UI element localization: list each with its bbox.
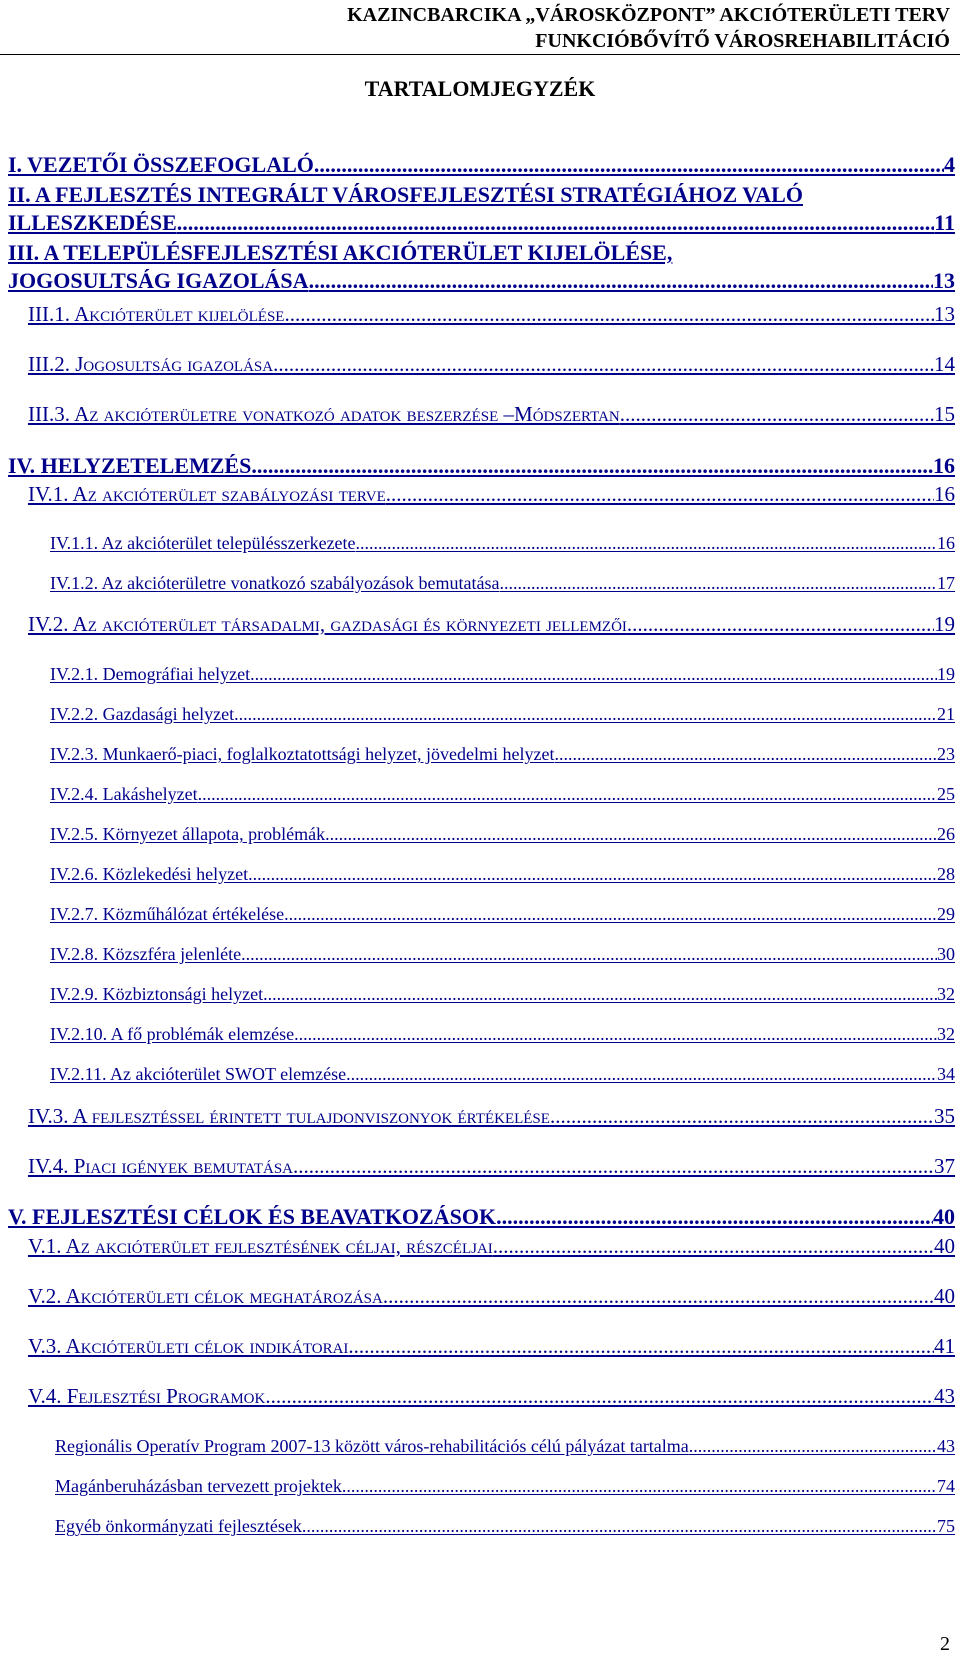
toc-entry-text: IV.2.2. Gazdasági helyzet [50,704,235,724]
toc-entry-page: 14 [934,352,955,376]
toc-entry[interactable] [50,944,955,965]
toc-entry-page: 21 [937,704,955,724]
toc-entry-page: 16 [934,482,955,506]
toc-entry-page: 34 [937,1064,955,1084]
toc-entry-page: 35 [934,1104,955,1128]
toc-entry[interactable] [50,1436,955,1457]
header-title-line2: FUNKCIÓBŐVÍTŐ VÁROSREHABILITÁCIÓ [535,30,950,52]
toc-entry-text: V. FEJLESZTÉSI CÉLOK ÉS BEAVATKOZÁSOK [8,1204,497,1229]
toc-entry-text: JOGOSULTSÁG IGAZOLÁSA [8,268,309,293]
page-number: 2 [940,1633,950,1655]
toc-entry[interactable] [28,1104,955,1129]
toc-entry-page: 25 [937,784,955,804]
toc-entry-page: 43 [937,1436,955,1456]
toc-entry-text: IV.2.3. Munkaerő-piaci, foglalkoztatottsági helyzet, jövedelmi helyzet [50,744,555,764]
toc-entry[interactable] [50,573,955,594]
toc-entry-page: 16 [937,533,955,553]
toc-entry-page: 26 [937,824,955,844]
toc-entry[interactable] [50,1024,955,1045]
toc-entry[interactable] [28,1284,955,1309]
toc-entry-text: V.3. Akcióterületi célok indikátorai [28,1334,349,1358]
toc-entry-text: IV.2.1. Demográfiai helyzet [50,664,251,684]
toc-entry-text: Regionális Operatív Program 2007-13 között város-rehabilitációs célú pályázat tartalma [55,1436,689,1456]
toc-entry[interactable] [50,984,955,1005]
toc-entry-text: IV.1.2. Az akcióterületre vonatkozó szabályozások bemutatása [50,573,500,593]
toc-entry-text: IV.4. Piaci igények bemutatása [28,1154,293,1178]
toc-entry-text: IV.2.8. Közszféra jelenléte [50,944,242,964]
toc-entry[interactable] [50,704,955,725]
toc-entry[interactable] [50,744,955,765]
toc-entry-page: 4 [944,152,955,177]
toc-entry-text: IV.2.4. Lakáshelyzet [50,784,198,804]
toc-title: TARTALOMJEGYZÉK [364,76,596,101]
toc-entry[interactable] [8,268,955,294]
toc-entry-text: IV.2.9. Közbiztonsági helyzet [50,984,264,1004]
toc-entry[interactable] [28,1154,955,1179]
toc-entry-page: 29 [937,904,955,924]
toc-entry[interactable] [50,664,955,685]
toc-entry[interactable] [50,784,955,805]
toc-entry[interactable] [28,1384,955,1409]
toc-entry-text: ILLESZKEDÉSE [8,210,177,235]
toc-entry-page: 19 [937,664,955,684]
toc-entry-page: 23 [937,744,955,764]
document-header [10,2,950,54]
toc-entry-line[interactable] [8,240,672,266]
toc-entry-text: IV.2.6. Közlekedési helyzet [50,864,249,884]
toc-entry[interactable] [8,453,955,479]
toc-entry[interactable] [28,1234,955,1259]
toc-entry[interactable] [50,1476,955,1497]
header-divider [0,54,960,55]
toc-entry-text: IV.1.1. Az akcióterület településszerkezete [50,533,356,553]
toc-entry-text: III.2. Jogosultság igazolása [28,352,274,376]
toc-entry-page: 40 [934,1234,955,1258]
toc-entry-text: II. A FEJLESZTÉS INTEGRÁLT VÁROSFEJLESZTÉSI STRATÉGIÁHOZ VALÓ [8,182,803,207]
toc-entry-page: 40 [934,1284,955,1308]
toc-entry-text: IV.2.10. A fő problémák elemzése [50,1024,295,1044]
toc-entry[interactable] [28,302,955,327]
toc-entry[interactable] [50,1516,955,1537]
toc-entry-page: 28 [937,864,955,884]
toc-entry-page: 37 [934,1154,955,1178]
toc-entry[interactable] [28,352,955,377]
toc-entry-page: 32 [937,1024,955,1044]
toc-entry-page: 40 [933,1204,955,1229]
toc-entry-text: V.2. Akcióterületi célok meghatározása [28,1284,383,1308]
toc-entry-page: 19 [934,612,955,636]
toc-entry-text: IV.3. A fejlesztéssel érintett tulajdonviszonyok értékelése [28,1104,550,1128]
toc-entry-text: IV.1. Az akcióterület szabályozási terve [28,482,386,506]
toc-entry[interactable] [50,1064,955,1085]
toc-entry-text: III.3. Az akcióterületre vonatkozó adatok beszerzése –Módszertan [28,402,620,426]
toc-entry-page: 43 [934,1384,955,1408]
toc-entry-page: 16 [933,453,955,478]
toc-entry-text: IV. HELYZETELEMZÉS [8,453,252,478]
toc-entry-page: 13 [933,268,955,293]
toc-entry[interactable] [50,533,955,554]
toc-entry-page: 75 [937,1516,955,1536]
toc-entry[interactable] [50,904,955,925]
toc-entry-text: Egyéb önkormányzati fejlesztések [55,1516,302,1536]
toc-entry[interactable] [28,1334,955,1359]
toc-entry-page: 41 [934,1334,955,1358]
toc-entry-text: IV.2. Az akcióterület társadalmi, gazdasági és környezeti jellemzői [28,612,627,636]
toc-entry-text: IV.2.7. Közműhálózat értékelése [50,904,285,924]
toc-entry-page: 17 [937,573,955,593]
toc-entry[interactable] [50,864,955,885]
toc-entry[interactable] [50,824,955,845]
toc-entry[interactable] [8,1204,955,1230]
toc-entry-text: III. A TELEPÜLÉSFEJLESZTÉSI AKCIÓTERÜLET KIJELÖLÉSE, [8,240,673,265]
toc-entry-page: 74 [937,1476,955,1496]
header-title-line1: KAZINCBARCIKA „VÁROSKÖZPONT” AKCIÓTERÜLETI TERV [347,4,950,26]
toc-entry-text: III.1. Akcióterület kijelölése [28,302,285,326]
toc-entry-page: 30 [937,944,955,964]
toc-entry-text: IV.2.11. Az akcióterület SWOT elemzése [50,1064,347,1084]
toc-entry[interactable] [8,210,955,236]
toc-entry-text: V.4. Fejlesztési Programok [28,1384,266,1408]
toc-entry-text: IV.2.5. Környezet állapota, problémák [50,824,326,844]
toc-entry-page: 11 [934,210,955,235]
toc-entry[interactable] [28,402,955,427]
toc-entry-page: 15 [934,402,955,426]
toc-entry-page: 32 [937,984,955,1004]
toc-entry[interactable] [28,482,955,507]
toc-entry[interactable] [8,152,955,178]
toc-entry[interactable] [28,612,955,637]
toc-entry-text: Magánberuházásban tervezett projektek [55,1476,342,1496]
toc-entry-line[interactable] [8,182,803,208]
toc-entry-text: V.1. Az akcióterület fejlesztésének céljai, részcéljai [28,1234,493,1258]
toc-entry-page: 13 [934,302,955,326]
toc-entry-text: I. VEZETŐI ÖSSZEFOGLALÓ [8,152,314,177]
